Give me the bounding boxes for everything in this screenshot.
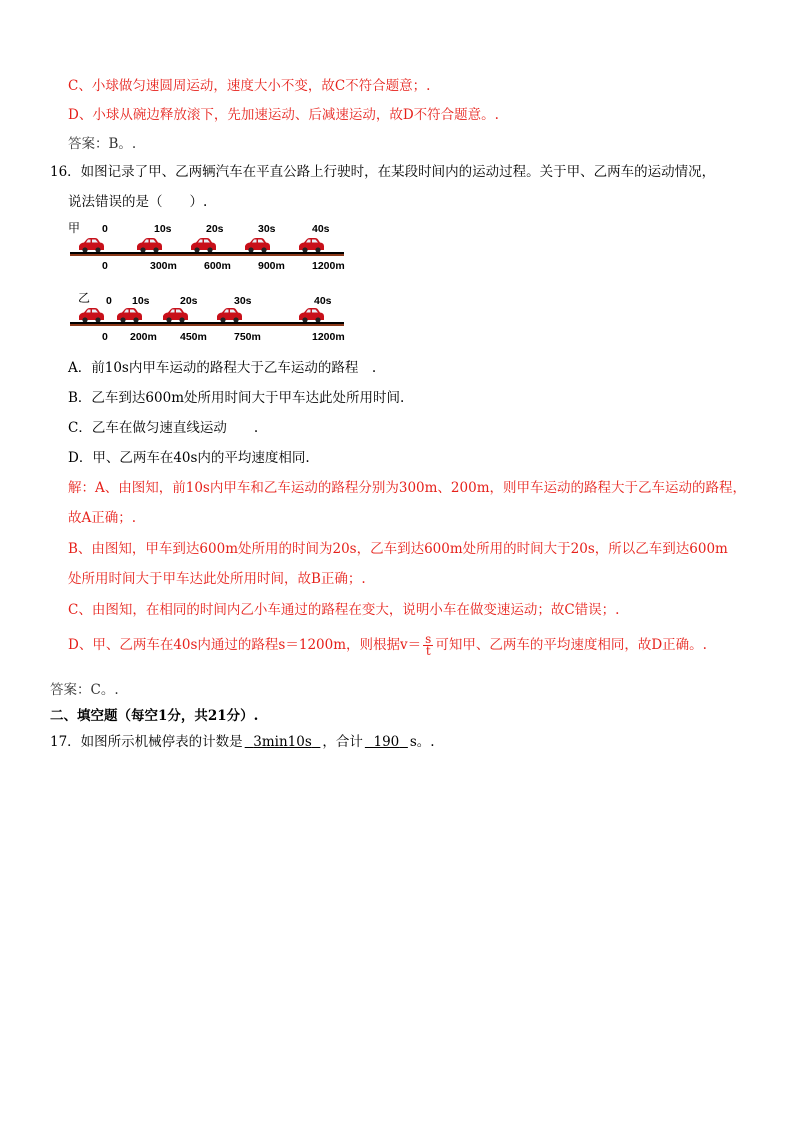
yi-car-4 bbox=[299, 308, 324, 323]
q16-answer: 答案：C。. bbox=[50, 682, 119, 698]
jia-time-0: 0 bbox=[102, 223, 108, 235]
jia-car-4 bbox=[299, 238, 324, 253]
solution-d-pre: D、甲、乙两车在40s内通过的路程s＝1200m，则根据v＝ bbox=[68, 637, 422, 653]
yi-time-3: 30s bbox=[234, 295, 252, 307]
q16-stem-line1: 16．如图记录了甲、乙两辆汽车在平直公路上行驶时，在某段时间内的运动过程。关于甲、乙两车的运动情况， bbox=[50, 164, 716, 180]
jia-dist-4: 1200m bbox=[312, 260, 345, 272]
jia-dist-2: 600m bbox=[204, 260, 231, 272]
yi-time-1: 10s bbox=[132, 295, 150, 307]
jia-label: 甲 bbox=[68, 221, 81, 235]
yi-road bbox=[70, 322, 344, 324]
solution-a-line2: 故A正确；. bbox=[68, 510, 137, 526]
solution-d-post: 可知甲、乙两车的平均速度相同，故D正确。. bbox=[435, 637, 707, 653]
fraction-numerator: s bbox=[425, 632, 432, 646]
yi-time-2: 20s bbox=[180, 295, 198, 307]
jia-car-3 bbox=[245, 238, 270, 253]
yi-dist-4: 1200m bbox=[312, 331, 345, 343]
q17-blank-2: 190 bbox=[373, 734, 400, 750]
fraction-denominator: t bbox=[425, 644, 431, 658]
q17-mid: ，合计 bbox=[322, 734, 363, 750]
solution-c: C、由图知，在相同的时间内乙小车通过的路程在变大，说明小车在做变速运动；故C错误；. bbox=[68, 602, 620, 618]
yi-label: 乙 bbox=[78, 291, 91, 305]
q17 bbox=[50, 732, 435, 752]
jia-car-2 bbox=[191, 238, 216, 253]
prev-option-d: D、小球从碗边释放滚下，先加速运动、后减速运动，故D不符合题意。. bbox=[68, 107, 499, 123]
jia-dist-3: 900m bbox=[258, 260, 285, 272]
yi-car-3 bbox=[217, 308, 242, 323]
yi-dist-0: 0 bbox=[102, 331, 108, 343]
yi-car-0 bbox=[79, 308, 104, 323]
jia-time-3: 30s bbox=[258, 223, 276, 235]
q16-option-a: A．前10s内甲车运动的路程大于乙车运动的路程 . bbox=[68, 360, 377, 376]
q16-option-b: B．乙车到达600m处所用时间大于甲车达此处所用时间. bbox=[68, 390, 405, 406]
jia-dist-1: 300m bbox=[150, 260, 177, 272]
velocity-fraction bbox=[423, 634, 433, 657]
jia-time-1: 10s bbox=[154, 223, 172, 235]
solution-d bbox=[68, 634, 707, 657]
q16-option-d: D．甲、乙两车在40s内的平均速度相同. bbox=[68, 450, 310, 466]
q17-blank-1: 3min10s bbox=[253, 734, 312, 750]
solution-a-line1: 解：A、由图知，前10s内甲车和乙车运动的路程分别为300m、200m，则甲车运动的路程大于乙车运动的路程， bbox=[68, 480, 746, 496]
yi-car-2 bbox=[163, 308, 188, 323]
q16-stem-line2: 说法错误的是（ ）. bbox=[68, 194, 208, 210]
yi-dist-3: 750m bbox=[234, 331, 261, 343]
solution-b-line2: 处所用时间大于甲车达此处所用时间，故B正确；. bbox=[68, 571, 366, 587]
yi-car-1 bbox=[117, 308, 142, 323]
section2-title: 二、填空题（每空1分，共21分）. bbox=[50, 708, 259, 724]
car-motion-figure bbox=[66, 214, 356, 346]
q17-pre: 17．如图所示机械停表的计数是 bbox=[50, 734, 243, 750]
jia-time-4: 40s bbox=[312, 223, 330, 235]
jia-car-0 bbox=[79, 238, 104, 253]
jia-car-1 bbox=[137, 238, 162, 253]
yi-dist-1: 200m bbox=[130, 331, 157, 343]
jia-road bbox=[70, 252, 344, 254]
yi-time-0: 0 bbox=[106, 295, 112, 307]
yi-time-4: 40s bbox=[314, 295, 332, 307]
jia-time-2: 20s bbox=[206, 223, 224, 235]
q16-option-c: C．乙车在做匀速直线运动 . bbox=[68, 420, 259, 436]
prev-answer: 答案：B。. bbox=[68, 136, 137, 152]
solution-b-line1: B、由图知，甲车到达600m处所用的时间为20s，乙车到达600m处所用的时间大于20s，所以乙车到达600m bbox=[68, 541, 728, 557]
jia-dist-0: 0 bbox=[102, 260, 108, 272]
prev-option-c: C、小球做匀速圆周运动，速度大小不变，故C不符合题意；. bbox=[68, 78, 431, 94]
q17-post: s。. bbox=[409, 734, 435, 750]
yi-dist-2: 450m bbox=[180, 331, 207, 343]
